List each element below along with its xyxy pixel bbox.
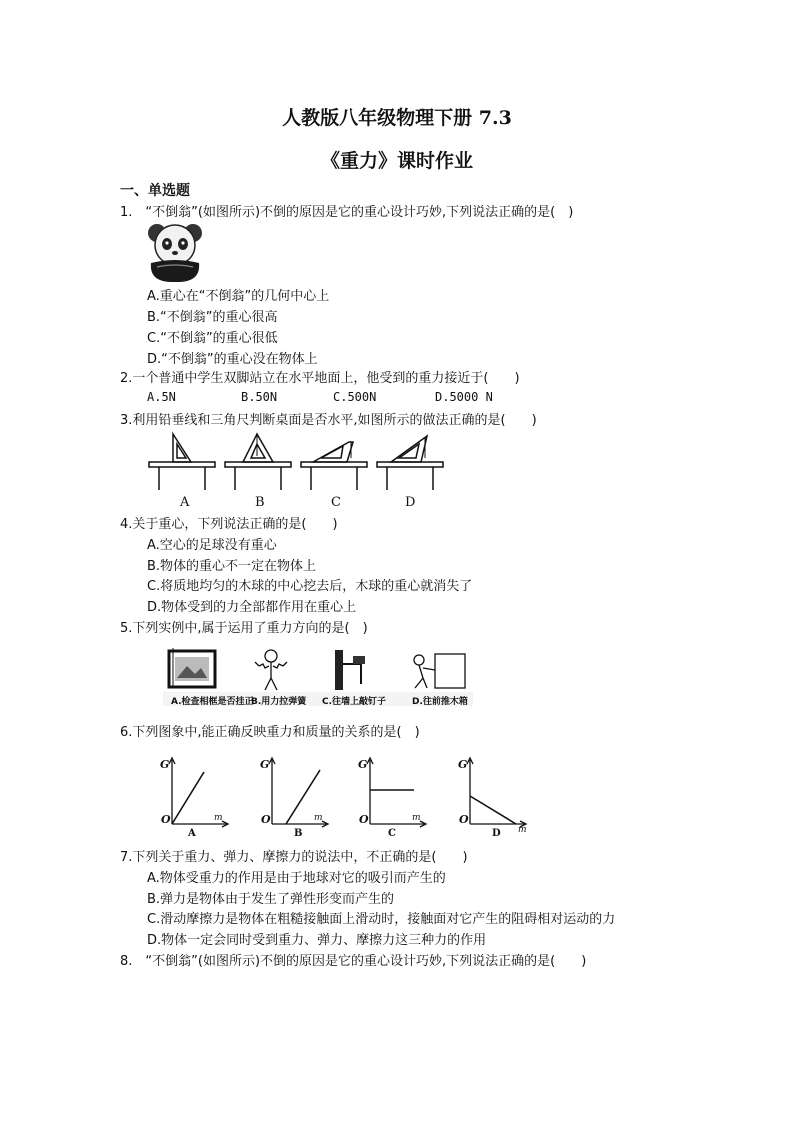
table-d-diagram — [377, 436, 443, 490]
graph-a-axis-y: G — [160, 758, 170, 771]
question-2-option-b: B.50N — [241, 390, 278, 404]
section-title: 一、单选题 — [120, 183, 190, 199]
graph-b-axis-y: G — [260, 758, 270, 771]
question-2-option-a: A.5N — [147, 390, 176, 404]
question-4-option-c: C.将质地均匀的木球的中心挖去后，木球的重心就消失了 — [147, 579, 473, 594]
question-7-option-d: D.物体一定会同时受到重力、弹力、摩擦力这三种力的作用 — [147, 933, 487, 948]
question-1-option-a: A.重心在“不倒翁”的几何中心上 — [147, 289, 330, 304]
question-7-option-c: C.滑动摩擦力是物体在粗糙接触面上滑动时，接触面对它产生的阻碍相对运动的力 — [147, 912, 616, 927]
question-2-stem: 2.一个普通中学生双脚站立在水平地面上，他受到的重力接近于( ) — [120, 371, 520, 386]
question-6-graphs — [150, 752, 550, 838]
question-1-option-c: C.“不倒翁”的重心很低 — [147, 331, 278, 346]
graph-b — [260, 758, 328, 838]
question-4-option-b: B.物体的重心不一定在物体上 — [147, 559, 317, 574]
graph-d-origin: O — [459, 813, 469, 826]
graph-b-label: B — [294, 828, 303, 838]
question-7-option-b: B.弹力是物体由于发生了弹性形变而产生的 — [147, 892, 395, 907]
graph-b-axis-x: m — [314, 813, 323, 823]
table-c-diagram — [301, 442, 367, 490]
tumbler-panda-image — [147, 221, 203, 283]
table-a-diagram — [149, 434, 215, 490]
page-subtitle: 《重力》课时作业 — [320, 150, 473, 172]
spring-pulling-image — [255, 650, 287, 690]
graph-d-axis-x: m — [518, 825, 527, 835]
question-8-stem: 8. “不倒翁”(如图所示)不倒的原因是它的重心设计巧妙,下列说法正确的是( ) — [120, 954, 587, 969]
question-4-option-a: A.空心的足球没有重心 — [147, 538, 277, 553]
question-5-figure — [163, 648, 473, 692]
graph-c-origin: O — [359, 813, 369, 826]
picture-frame-image — [169, 648, 215, 687]
question-1-stem: 1. “不倒翁”(如图所示)不倒的原因是它的重心设计巧妙,下列说法正确的是( ) — [120, 205, 574, 220]
graph-a-origin: O — [161, 813, 171, 826]
question-3-label-b: B — [255, 495, 265, 510]
graph-d — [458, 758, 527, 838]
question-3-label-c: C — [331, 495, 341, 510]
graph-c — [358, 758, 426, 838]
graph-a-label: A — [188, 828, 196, 838]
graph-a-axis-x: m — [214, 813, 223, 823]
graph-d-axis-y: G — [458, 758, 468, 771]
question-2-option-d: D.5000 N — [435, 390, 493, 404]
question-5-caption-b: B.用力拉弹簧 — [251, 697, 307, 707]
question-3-label-d: D — [405, 495, 416, 510]
graph-c-axis-y: G — [358, 758, 368, 771]
question-1-option-d: D.“不倒翁”的重心没在物体上 — [147, 352, 318, 367]
table-b-diagram — [225, 434, 291, 490]
graph-c-label: C — [388, 828, 396, 838]
graph-d-label: D — [492, 828, 501, 838]
question-4-option-d: D.物体受到的力全部都作用在重心上 — [147, 600, 357, 615]
question-2-option-c: C.500N — [333, 390, 377, 404]
graph-c-axis-x: m — [412, 813, 421, 823]
pushing-box-image — [414, 654, 465, 688]
page-title: 人教版八年级物理下册 7.3 — [282, 107, 512, 129]
question-5-stem: 5.下列实例中,属于运用了重力方向的是( ) — [120, 621, 368, 636]
question-7-option-a: A.物体受重力的作用是由于地球对它的吸引而产生的 — [147, 871, 446, 886]
graph-b-origin: O — [261, 813, 271, 826]
question-6-stem: 6.下列图象中,能正确反映重力和质量的关系的是( ) — [120, 725, 420, 740]
graph-a — [160, 758, 228, 838]
question-5-caption-c: C.往墙上敲钉子 — [322, 697, 387, 707]
question-7-stem: 7.下列关于重力、弹力、摩擦力的说法中，不正确的是( ) — [120, 850, 468, 865]
question-1-option-b: B.“不倒翁”的重心很高 — [147, 310, 278, 325]
question-5-caption-d: D.往前推木箱 — [412, 697, 468, 707]
question-3-stem: 3.利用铅垂线和三角尺判断桌面是否水平,如图所示的做法正确的是( ) — [120, 413, 537, 428]
question-3-label-a: A — [180, 495, 190, 510]
question-4-stem: 4.关于重心，下列说法正确的是( ) — [120, 517, 338, 532]
question-5-caption-a: A.检查相框是否挂正 — [171, 697, 254, 707]
hammer-nail-image — [335, 650, 365, 690]
